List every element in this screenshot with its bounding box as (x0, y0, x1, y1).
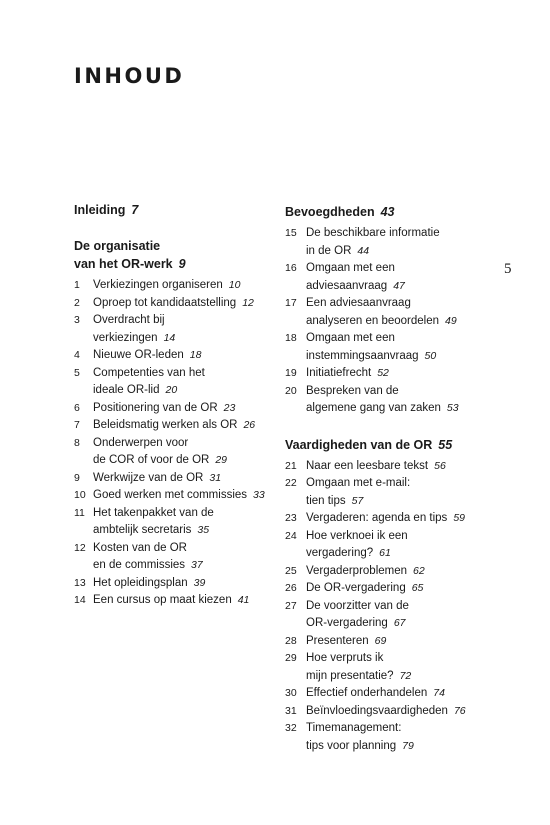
toc-entry-title-text: De OR-vergadering (306, 582, 406, 594)
toc-entry-number: 26 (285, 582, 297, 594)
toc-entry-title (93, 505, 289, 540)
toc-entry-title-line (93, 540, 289, 558)
toc-entry-page: 74 (433, 687, 445, 699)
toc-entry (285, 330, 500, 365)
toc-entry-title-line (306, 738, 500, 756)
toc-entry-title (306, 365, 500, 383)
toc-entry-title (306, 528, 500, 563)
toc-entry-number: 32 (285, 722, 297, 734)
toc-entry-title (93, 575, 289, 593)
toc-entry-number: 1 (74, 279, 80, 291)
toc-entry (74, 417, 289, 435)
toc-entry-title-line (93, 470, 289, 488)
toc-entry-title-text: Nieuwe OR-leden (93, 349, 184, 361)
toc-entry-title-line (93, 382, 289, 400)
toc-entry-number: 24 (285, 529, 297, 542)
toc-entry (74, 295, 289, 313)
toc-entry-title-line (306, 260, 500, 278)
toc-section-heading-line (74, 201, 289, 219)
toc-entry-title-text: tien tips (306, 494, 346, 507)
toc-entry (285, 580, 500, 598)
toc-section-heading-text: De organisatie (74, 239, 161, 253)
toc-entry-page: 79 (402, 739, 414, 752)
toc-section-heading (285, 203, 500, 221)
toc-entry-title-text: en de commissies (93, 559, 186, 571)
toc-entry-title-line (93, 487, 289, 505)
toc-entry-page: 41 (237, 594, 250, 606)
toc-entry-page: 14 (163, 331, 176, 344)
toc-entry-title-text: Hoe verpruts ik (306, 652, 384, 664)
toc-entry-title-text: Effectief onderhandelen (306, 687, 428, 699)
toc-entry-title (93, 312, 289, 347)
toc-section-page: 9 (178, 257, 186, 271)
toc-entry-title (93, 365, 289, 400)
toc-entry-title-line (306, 668, 500, 686)
toc-entry-title (306, 330, 500, 365)
toc-entry-title-line (306, 400, 500, 418)
toc-section-heading-line (74, 237, 289, 255)
toc-section-heading-text: Bevoegdheden (285, 205, 375, 219)
toc-entry-number: 10 (74, 489, 86, 501)
toc-entry-title-line (306, 295, 500, 313)
toc-entry-title (306, 598, 500, 633)
toc-entry-title-text: Timemanagement: (306, 722, 402, 734)
toc-entry (74, 435, 289, 470)
toc-section-heading-line (74, 255, 289, 273)
toc-entry-page: 52 (377, 367, 389, 379)
toc-entry-title (93, 295, 289, 313)
toc-entry-title (93, 277, 289, 295)
toc-entry-number: 3 (74, 314, 80, 326)
toc-entry-title-text: Vergaderen: agenda en tips (306, 512, 448, 524)
toc-entry-title-line (306, 458, 500, 476)
toc-entry-title-line (306, 703, 500, 721)
toc-entry-title-line (306, 633, 500, 651)
toc-entry-title-line (306, 720, 500, 738)
toc-section-page: 43 (380, 205, 395, 219)
toc-entry (285, 475, 500, 510)
toc-entry-title-text: Onderwerpen voor (93, 436, 189, 449)
toc-entry-title-text: De beschikbare informatie (306, 227, 440, 239)
toc-entry-title-text: Hoe verknoei ik een (306, 529, 408, 542)
toc-entry-title-line (306, 475, 500, 493)
toc-entry-page: 20 (165, 384, 178, 396)
toc-entry-page: 57 (351, 494, 364, 507)
toc-entry (285, 598, 500, 633)
toc-entry-title-text: Het takenpakket van de (93, 506, 214, 519)
toc-entry-title-text: Verkiezingen organiseren (93, 279, 223, 291)
toc-entry-title-text: Omgaan met een (306, 262, 395, 274)
toc-entry-title-line (306, 348, 500, 366)
toc-section-heading (74, 237, 289, 273)
toc-entry-title-text: Overdracht bij (93, 314, 165, 326)
toc-entry-title-text: De voorzitter van de (306, 599, 409, 612)
toc-entry-number: 9 (74, 471, 80, 484)
toc-entry-number: 12 (74, 541, 86, 554)
toc-entry-page: 12 (242, 296, 254, 309)
toc-entry (74, 312, 289, 347)
toc-entry-page: 69 (374, 634, 387, 647)
toc-entry-number: 18 (285, 332, 297, 344)
toc-entry-page: 56 (434, 459, 446, 472)
toc-entry-number: 6 (74, 401, 80, 414)
toc-entry-title (306, 295, 500, 330)
toc-entry-title-line (306, 243, 500, 261)
toc-right-column (285, 203, 500, 755)
toc-entry (74, 400, 289, 418)
toc-entry (285, 260, 500, 295)
toc-entry-title-text: Werkwijze van de OR (93, 471, 204, 484)
toc-entry-title-line (306, 528, 500, 546)
toc-entry-title-text: Naar een leesbare tekst (306, 459, 429, 472)
toc-entry-title (306, 633, 500, 651)
toc-section-heading-text: Inleiding (74, 203, 126, 217)
toc-entry-number: 27 (285, 599, 297, 612)
toc-section-heading-line (285, 203, 500, 221)
toc-entry-number: 5 (74, 366, 80, 379)
toc-entry-title-line (306, 330, 500, 348)
toc-entry-title-line (93, 400, 289, 418)
toc-entry-page: 62 (413, 564, 425, 577)
toc-entry (285, 295, 500, 330)
toc-section-page: 55 (438, 437, 453, 452)
toc-entry-number: 31 (285, 704, 297, 717)
toc-entry-page: 35 (197, 524, 210, 536)
toc-entry (285, 225, 500, 260)
toc-entry-title (306, 580, 500, 598)
toc-entry-number: 4 (74, 349, 80, 361)
toc-entry-title-line (93, 295, 289, 313)
toc-entry-title (306, 383, 500, 418)
toc-entry-title-line (93, 452, 289, 470)
toc-section-heading-text: van het OR-werk (74, 257, 173, 271)
toc-entry-number: 16 (285, 262, 297, 274)
toc-entry-number: 15 (285, 227, 297, 239)
toc-entry-title-text: Kosten van de OR (93, 541, 187, 554)
toc-entry-page: 18 (189, 349, 202, 361)
toc-entry-title-line (306, 580, 500, 598)
toc-entry-title-line (306, 598, 500, 616)
toc-entry-title-text: ambtelijk secretaris (93, 524, 192, 536)
toc-entry-title-text: analyseren en beoordelen (306, 314, 439, 327)
toc-entry-title-text: mijn presentatie? (306, 669, 394, 682)
toc-section-heading-line (285, 436, 500, 454)
toc-entry-title-text: Omgaan met een (306, 332, 395, 344)
toc-entry-title (93, 487, 289, 505)
toc-entry-page: 33 (253, 489, 265, 501)
toc-entry-number: 25 (285, 564, 297, 577)
toc-entry-title-text: Oproep tot kandidaatstelling (93, 296, 237, 309)
toc-entry-title-text: verkiezingen (93, 331, 158, 344)
toc-entry-page: 53 (446, 402, 459, 414)
toc-entry-number: 28 (285, 634, 297, 647)
toc-entry-page: 50 (424, 349, 437, 362)
toc-entry-title-line (306, 225, 500, 243)
toc-entry-title (306, 260, 500, 295)
toc-entry-title-text: Beïnvloedingsvaardigheden (306, 704, 448, 717)
toc-left-column (74, 201, 289, 610)
toc-entry-title-line (93, 330, 289, 348)
toc-entry-title-text: Een adviesaanvraag (306, 297, 411, 309)
toc-entry-page: 76 (453, 704, 466, 717)
toc-entry-number: 11 (74, 506, 85, 519)
toc-entry-title (93, 540, 289, 575)
toc-section-heading (74, 201, 289, 219)
toc-entry-title-line (306, 615, 500, 633)
toc-entry-number: 22 (285, 477, 297, 489)
toc-entry-title-text: tips voor planning (306, 739, 397, 752)
toc-entry-page: 29 (215, 454, 228, 466)
toc-entry-title-text: instemmingsaanvraag (306, 349, 419, 362)
toc-entry-title-line (93, 435, 289, 453)
toc-entry-title-line (306, 510, 500, 528)
toc-section-page: 7 (131, 203, 139, 217)
toc-entry-title-text: Een cursus op maat kiezen (93, 594, 232, 606)
toc-entry-title-line (93, 557, 289, 575)
toc-entry (285, 383, 500, 418)
toc-entry (74, 470, 289, 488)
toc-entry-title (93, 435, 289, 470)
toc-entry (74, 505, 289, 540)
toc-entry-page: 59 (453, 512, 465, 524)
toc-entry-title-line (306, 563, 500, 581)
toc-entry-title-text: adviesaanvraag (306, 279, 388, 292)
toc-entry-number: 20 (285, 384, 297, 397)
toc-entry-title-line (306, 685, 500, 703)
toc-entry (285, 633, 500, 651)
toc-entry-title-text: Omgaan met e-mail: (306, 477, 411, 489)
toc-entry-title-text: de COR of voor de OR (93, 454, 210, 466)
toc-entry-title-line (93, 312, 289, 330)
toc-entry-title-text: Presenteren (306, 634, 369, 647)
toc-entry-title-line (93, 522, 289, 540)
toc-entry-title-text: Bespreken van de (306, 384, 399, 397)
toc-entry-number: 30 (285, 687, 297, 699)
toc-entry-title (306, 225, 500, 260)
toc-entry-page: 31 (209, 471, 222, 484)
toc-entry-page: 26 (243, 419, 256, 431)
toc-entry-title-line (93, 575, 289, 593)
toc-entry-number: 2 (74, 296, 80, 309)
toc-entry-title-text: vergadering? (306, 547, 374, 559)
toc-entry-title-line (306, 383, 500, 401)
toc-entry-title-text: OR-vergadering (306, 617, 388, 629)
toc-entry-number: 29 (285, 652, 297, 664)
toc-entry-title (306, 475, 500, 510)
toc-entry-page: 23 (223, 401, 236, 414)
toc-entry-number: 19 (285, 367, 297, 379)
toc-entry (74, 592, 289, 610)
toc-entry-title-text: Competenties van het (93, 366, 205, 379)
toc-entry-number: 13 (74, 576, 86, 589)
toc-entry-title-line (306, 545, 500, 563)
toc-entry-title-text: algemene gang van zaken (306, 402, 441, 414)
toc-entry-page: 39 (193, 576, 206, 589)
toc-entry-page: 61 (379, 547, 391, 559)
toc-entry (74, 540, 289, 575)
toc-entry-title-line (306, 365, 500, 383)
toc-entry-title (306, 703, 500, 721)
toc-entry-title-text: Goed werken met commissies (93, 489, 248, 501)
toc-entry-title (93, 347, 289, 365)
toc-entry (285, 563, 500, 581)
toc-entry-page: 72 (399, 669, 412, 682)
toc-entry-number: 8 (74, 436, 80, 449)
toc-entry-number: 7 (74, 419, 80, 431)
page-title: INHOUD (74, 64, 185, 88)
toc-entry (74, 575, 289, 593)
toc-entry-title-text: Positionering van de OR (93, 401, 218, 414)
toc-entry-number: 14 (74, 594, 86, 606)
toc-entry-page: 37 (191, 559, 203, 571)
toc-entry-title-line (93, 592, 289, 610)
toc-entry (285, 458, 500, 476)
toc-entry-title-line (306, 493, 500, 511)
toc-section-heading-text: Vaardigheden van de OR (285, 437, 433, 452)
toc-entry-number: 23 (285, 512, 297, 524)
toc-entry-page: 49 (445, 314, 457, 327)
toc-entry-page: 10 (228, 279, 241, 291)
toc-entry-title (306, 650, 500, 685)
page-number: 5 (504, 261, 512, 277)
toc-entry (285, 365, 500, 383)
toc-entry-title (93, 417, 289, 435)
toc-entry-title-line (306, 650, 500, 668)
toc-entry-title (93, 592, 289, 610)
toc-entry-title (93, 470, 289, 488)
toc-entry-number: 21 (285, 459, 297, 472)
toc-entry-title-text: Het opleidingsplan (93, 576, 188, 589)
toc-section-heading (285, 436, 500, 454)
toc-entry-title-line (306, 313, 500, 331)
toc-entry (74, 277, 289, 295)
toc-entry (285, 703, 500, 721)
toc-entry (285, 685, 500, 703)
toc-entry-title-text: ideale OR-lid (93, 384, 160, 396)
toc-entry (74, 347, 289, 365)
toc-entry-title-line (93, 505, 289, 523)
toc-entry-title (306, 720, 500, 755)
toc-entry (285, 510, 500, 528)
toc-entry-page: 47 (393, 279, 405, 292)
toc-entry-title-text: in de OR (306, 244, 352, 257)
toc-entry (285, 528, 500, 563)
toc-entry-title (306, 510, 500, 528)
toc-entry-title-line (93, 365, 289, 383)
toc-entry (74, 487, 289, 505)
toc-entry-title (306, 685, 500, 703)
toc-entry-title (306, 458, 500, 476)
toc-entry (285, 720, 500, 755)
toc-entry-number: 17 (285, 297, 297, 309)
toc-entry-title-text: Beleidsmatig werken als OR (93, 419, 238, 431)
toc-entry-page: 65 (411, 582, 424, 594)
toc-entry-title-line (93, 277, 289, 295)
toc-entry-title-line (93, 417, 289, 435)
toc-entry (74, 365, 289, 400)
toc-entry-title-text: Initiatiefrecht (306, 367, 372, 379)
toc-entry-title-text: Vergaderproblemen (306, 564, 408, 577)
toc-entry-title-line (93, 347, 289, 365)
toc-entry-title (93, 400, 289, 418)
toc-entry-title (306, 563, 500, 581)
toc-entry (285, 650, 500, 685)
toc-entry-page: 67 (393, 617, 406, 629)
toc-entry-title-line (306, 278, 500, 296)
toc-entry-page: 44 (357, 244, 370, 257)
